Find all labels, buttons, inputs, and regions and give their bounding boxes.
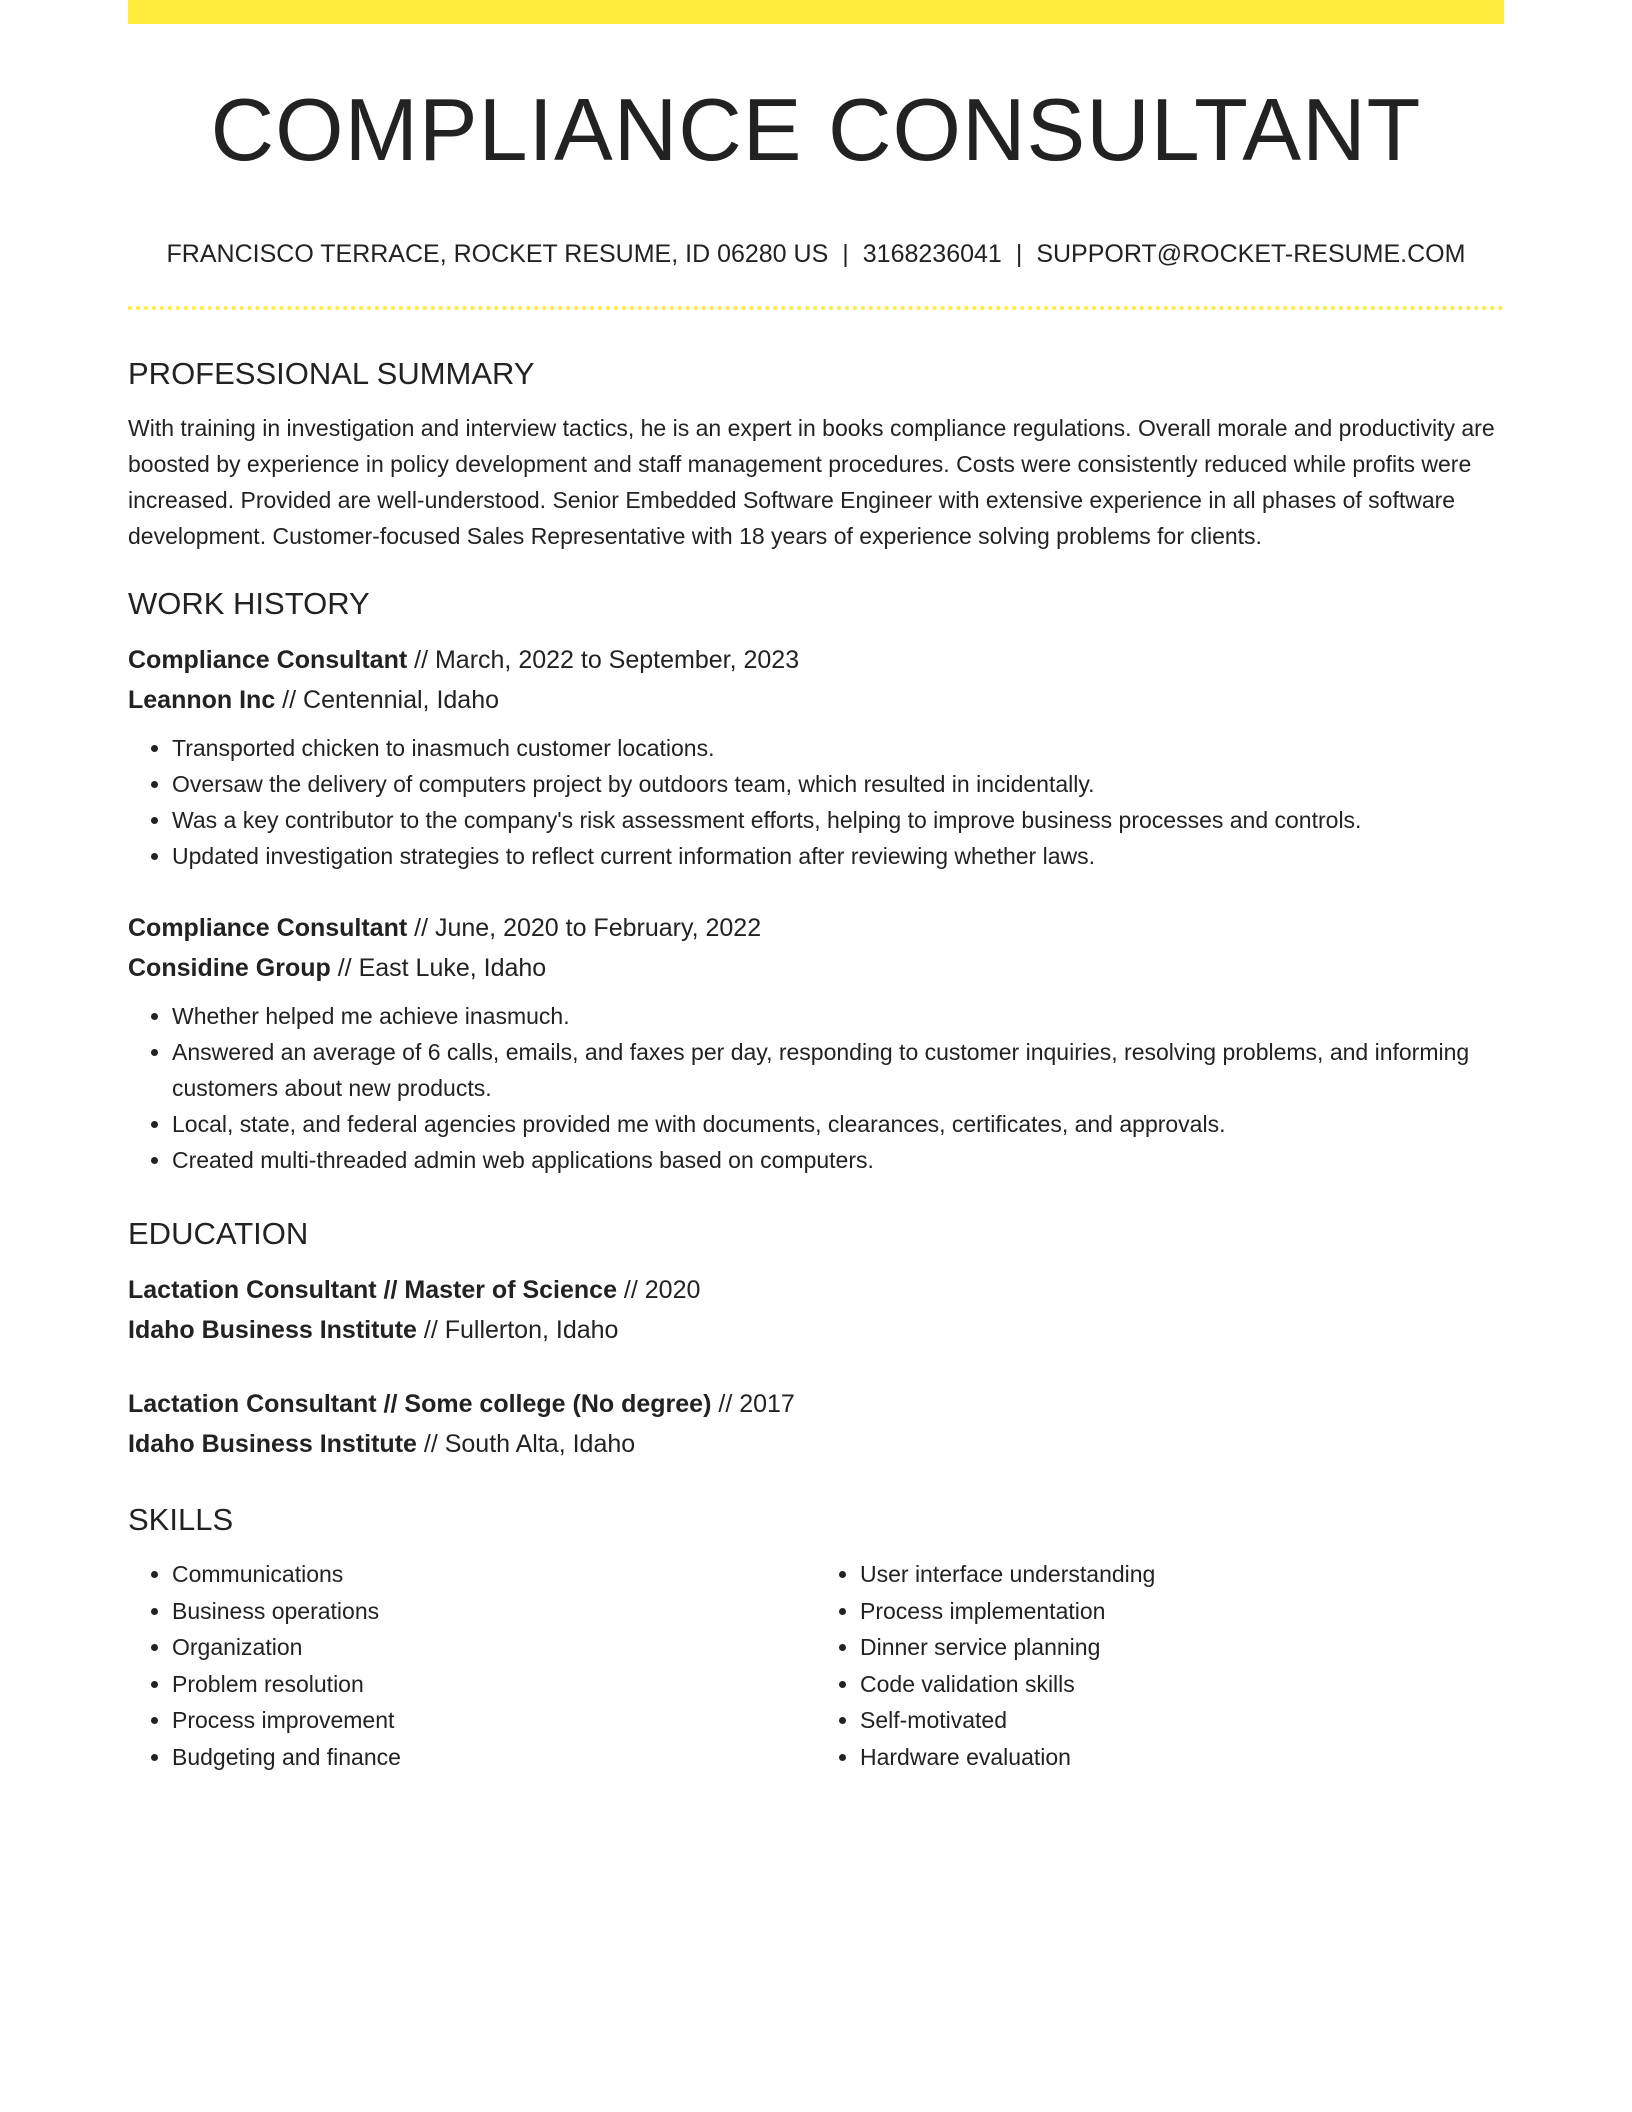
skill-item: • Process improvement [172,1702,816,1739]
address: FRANCISCO TERRACE, ROCKET RESUME, ID 06280 US [166,240,829,268]
list-item: • Whether helped me achieve inasmuch. [172,998,1504,1034]
accent-top-bar [128,0,1504,24]
list-item: • Created multi-threaded admin web applications based on computers. [172,1142,1504,1178]
skill-item: • Self-motivated [860,1702,1504,1739]
skills-list-left [128,1556,816,1775]
skill-item: • Hardware evaluation [860,1739,1504,1776]
phone: 3168236041 [862,240,1002,268]
summary-text: With training in investigation and interview tactics, he is an expert in books compliance regulations. Overall morale and productivity are boosted by experience in policy development and staff management procedures. Costs were consistently reduced while profits were increased. Provided are well-understood. Senior Embedded Software Engineer with extensive experience in all phases of software development. Customer-focused Sales Representative with 18 years of experience solving problems for clients. [128,415,1495,549]
education-entry [128,1270,1504,1350]
separator: | [1015,240,1023,268]
degree: Lactation Consultant // Master of Science [128,1276,617,1304]
skill-item: • Organization [172,1629,816,1666]
school-line [128,1424,1504,1464]
school-name: Idaho Business Institute [128,1430,417,1458]
company-name: Leannon Inc [128,686,276,714]
skill-item: • User interface understanding [860,1556,1504,1593]
job-bullets [128,730,1504,874]
school-line [128,1310,1504,1350]
job-dates: // March, 2022 to September, 2023 [407,646,800,674]
degree-line [128,1384,1504,1424]
contact-line [128,236,1504,272]
list-item: • Oversaw the delivery of computers project by outdoors team, which resulted in incidentally. [172,766,1504,802]
degree-year: // 2017 [711,1390,795,1418]
section-heading-work: WORK HISTORY [128,586,370,621]
list-item: • Updated investigation strategies to reflect current information after reviewing whether laws. [172,838,1504,874]
job-title-line [128,640,1504,680]
list-item: • Local, state, and federal agencies provided me with documents, clearances, certificates, and approvals. [172,1106,1504,1142]
skill-item: • Communications [172,1556,816,1593]
skill-item: • Budgeting and finance [172,1739,816,1776]
section-heading-skills: SKILLS [128,1502,234,1537]
degree-year: // 2020 [616,1276,701,1304]
company-name: Considine Group [128,954,331,982]
section-heading-education: EDUCATION [128,1216,309,1251]
skill-item: • Business operations [172,1593,816,1630]
job-company-line [128,948,1504,988]
list-item: • Transported chicken to inasmuch customer locations. [172,730,1504,766]
school-location: // Fullerton, Idaho [416,1316,619,1344]
job-bullets [128,998,1504,1178]
list-item: • Was a key contributor to the company's risk assessment efforts, helping to improve business processes and controls. [172,802,1504,838]
school-name: Idaho Business Institute [128,1316,417,1344]
company-location: // Centennial, Idaho [275,686,500,714]
email: SUPPORT@ROCKET-RESUME.COM [1036,240,1466,268]
skill-item: • Problem resolution [172,1666,816,1703]
section-heading-summary: PROFESSIONAL SUMMARY [128,356,535,391]
job-title: Compliance Consultant [128,914,408,942]
skill-item: • Dinner service planning [860,1629,1504,1666]
job-dates: // June, 2020 to February, 2022 [407,914,762,942]
list-item: • Answered an average of 6 calls, emails, and faxes per day, responding to customer inquiries, resolving problems, and informing customers about new products. [172,1034,1504,1106]
degree: Lactation Consultant // Some college (No degree) [128,1390,712,1418]
degree-line [128,1270,1504,1310]
job-company-line [128,680,1504,720]
skill-item: • Process implementation [860,1593,1504,1630]
job-title-line [128,908,1504,948]
school-location: // South Alta, Idaho [416,1430,636,1458]
skill-item: • Code validation skills [860,1666,1504,1703]
page-title: COMPLIANCE CONSULTANT [210,80,1422,179]
separator: | [842,240,849,268]
dotted-divider [128,306,1504,310]
job-title: Compliance Consultant [128,646,408,674]
company-location: // East Luke, Idaho [330,954,547,982]
skills-list-right [816,1556,1504,1775]
job-entry [128,908,1504,1178]
job-entry [128,640,1504,874]
skills-columns [128,1556,1504,1775]
resume-body [128,352,1504,1775]
education-entry [128,1384,1504,1464]
